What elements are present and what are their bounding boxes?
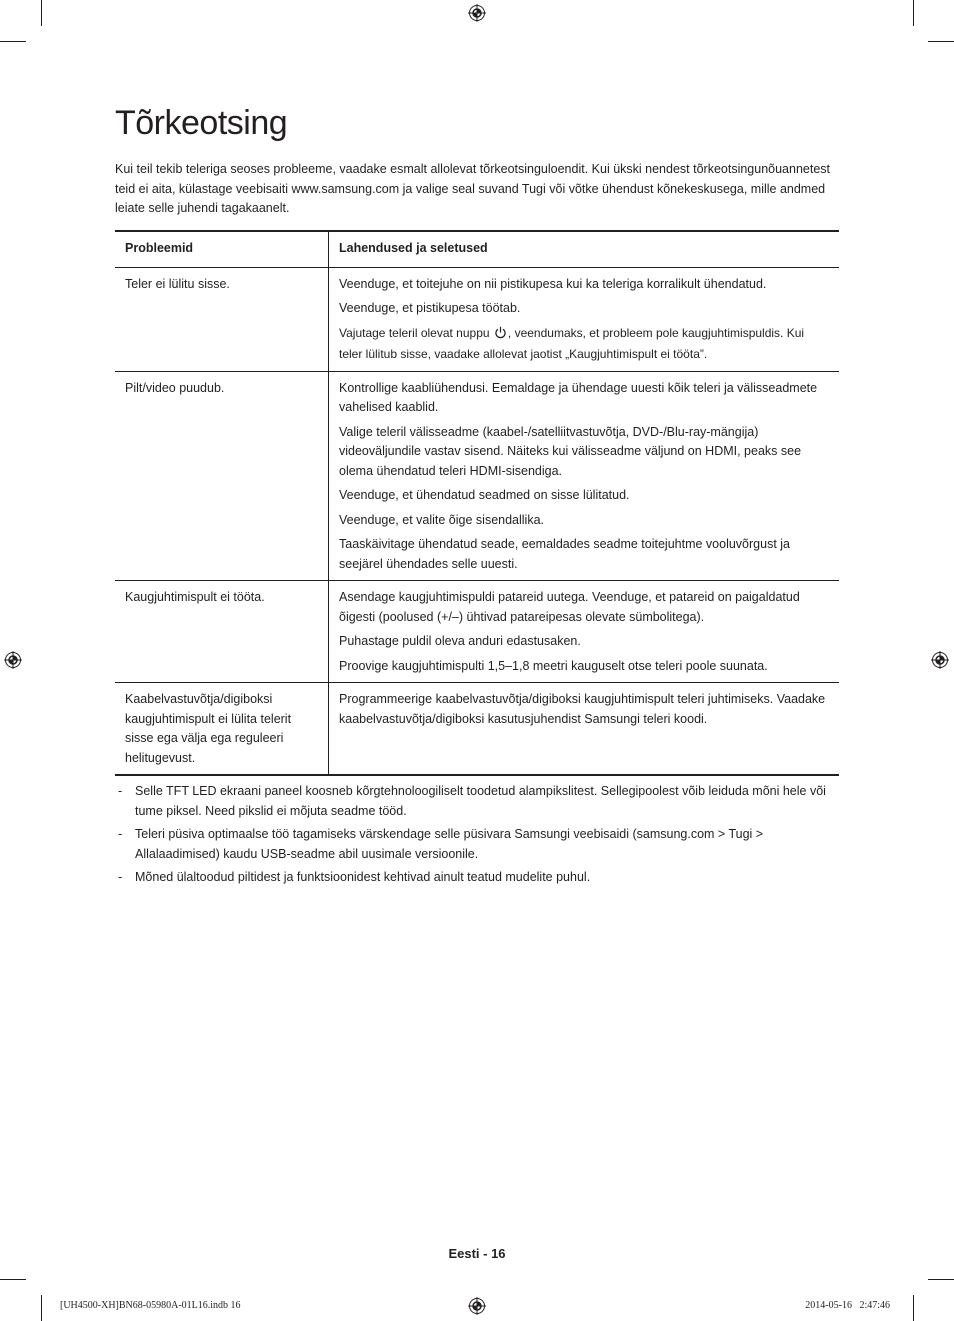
crop-mark-right-top bbox=[928, 41, 954, 42]
solution-item: Veenduge, et toitejuhe on nii pistikupesa kui ka teleriga korralikult ühendatud. bbox=[339, 276, 767, 291]
crop-mark-left-top bbox=[0, 41, 26, 42]
solution-item bbox=[339, 324, 829, 365]
table-row bbox=[115, 371, 839, 581]
note-item bbox=[115, 825, 839, 864]
table-row bbox=[115, 267, 839, 371]
print-date-info: 2014-05-16 2:47:46 bbox=[805, 1300, 890, 1311]
table-row bbox=[115, 581, 839, 683]
solutions-cell bbox=[329, 683, 840, 776]
page-number: Eesti - 16 bbox=[448, 1246, 506, 1261]
solution-item: Valige teleril välisseadme (kaabel-/satelliitvastuvõtja, DVD-/Blu-ray-mängija) videoväljundile vastav sisend. Näiteks kui välisseadme väljund on HDMI, peaks see olema ühendatud teleri HDMI-sisendiga. bbox=[339, 424, 802, 478]
solution-text: , veendumaks, et probleem pole kaugjuhtimispuldis. Kui teler lülitub sisse, vaadake allolevat jaotist „Kaugjuhtimispult ei tööta”. bbox=[339, 325, 805, 361]
column-header-solutions: Lahendused ja seletused bbox=[329, 231, 840, 267]
registration-mark-icon bbox=[468, 1297, 486, 1315]
crop-mark-bottom-left bbox=[41, 1295, 42, 1321]
note-text: Mõned ülaltoodud piltidest ja funktsioonidest kehtivad ainult teatud mudelite puhul. bbox=[135, 870, 591, 884]
solutions-cell bbox=[329, 267, 840, 371]
solution-item: Taaskäivitage ühendatud seade, eemaldades seadme toitejuhtme vooluvõrgust ja seejärel ühendades selle uuesti. bbox=[339, 537, 790, 571]
registration-mark-icon bbox=[4, 651, 22, 669]
solution-item: Veenduge, et valite õige sisendallika. bbox=[339, 512, 545, 527]
note-bullet: - bbox=[118, 870, 123, 884]
solution-item: Asendage kaugjuhtimispuldi patareid uutega. Veenduge, et patareid on paigaldatud õigesti (poolused (+/–) ühtivad patareipesas olevate sümbolitega). bbox=[339, 590, 800, 624]
solution-item: Puhastage puldil oleva anduri edastusaken. bbox=[339, 634, 581, 648]
notes-list bbox=[115, 782, 839, 892]
registration-mark-icon bbox=[468, 4, 486, 22]
registration-mark-icon bbox=[931, 651, 949, 669]
note-text: Selle TFT LED ekraani paneel koosneb kõrgtehnoloogiliselt toodetud alampikslitest. Sellegipoolest võib leiduda mõni hele või tume piksel. Need pikslid ei mõjuta seadme tööd. bbox=[135, 784, 826, 818]
intro-paragraph: Kui teil tekib teleriga seoses probleeme, vaadake esmalt allolevat tõrkeotsinguloendit. Kui ükski nendest tõrkeotsingunõuannetest teid ei aita, külastage veebisaiti www.samsung.com ja valige seal suvand Tugi või võtke ühendust kõnekeskusega, mille andmed leiate selle juhendi tagakaanelt. bbox=[115, 162, 831, 215]
problem-cell: Kaabelvastuvõtja/digiboksi kaugjuhtimispult ei lülita telerit sisse ega välja ega reguleeri helitugevust. bbox=[115, 683, 329, 776]
crop-mark-right-bottom bbox=[928, 1279, 954, 1280]
note-item bbox=[115, 868, 839, 888]
problem-cell: Kaugjuhtimispult ei tööta. bbox=[115, 581, 329, 683]
note-bullet: - bbox=[118, 784, 123, 798]
solution-text: Vajutage teleril olevat nuppu bbox=[339, 325, 490, 340]
crop-mark-left-bottom bbox=[0, 1279, 26, 1280]
solution-item: Proovige kaugjuhtimispulti 1,5–1,8 meetri kauguselt otse teleri poole suunata. bbox=[339, 658, 768, 673]
note-bullet: - bbox=[118, 827, 123, 841]
table-header-row bbox=[115, 231, 839, 267]
solution-item: Veenduge, et pistikupesa töötab. bbox=[339, 301, 521, 315]
page-title: Tõrkeotsing bbox=[115, 104, 288, 142]
power-icon bbox=[494, 326, 507, 346]
note-item bbox=[115, 782, 839, 821]
solution-item: Veenduge, et ühendatud seadmed on sisse lülitatud. bbox=[339, 488, 630, 502]
solution-item: Programmeerige kaabelvastuvõtja/digiboksi kaugjuhtimispult teleri juhtimiseks. Vaadake kaabelvastuvõtja/digiboksi kasutusjuhendist Samsungi teleri koodi. bbox=[339, 692, 826, 726]
crop-mark-top-right bbox=[913, 0, 914, 26]
note-text: Teleri püsiva optimaalse töö tagamiseks värskendage selle püsivara Samsungi veebisaidi (samsung.com > Tugi > Allalaadimised) kaudu USB-seadme abil uusimale versioonile. bbox=[135, 827, 764, 861]
problem-cell: Pilt/video puudub. bbox=[115, 371, 329, 581]
troubleshooting-table bbox=[115, 230, 839, 776]
crop-mark-bottom-right bbox=[913, 1295, 914, 1321]
crop-mark-top-left bbox=[41, 0, 42, 26]
column-header-problems: Probleemid bbox=[115, 231, 329, 267]
solutions-cell bbox=[329, 371, 840, 581]
problem-cell: Teler ei lülitu sisse. bbox=[115, 267, 329, 371]
solution-item: Kontrollige kaabliühendusi. Eemaldage ja ühendage uuesti kõik teleri ja välisseadmete vahelised kaablid. bbox=[339, 380, 818, 414]
table-row bbox=[115, 683, 839, 776]
print-file-info: [UH4500-XH]BN68-05980A-01L16.indb 16 bbox=[60, 1300, 241, 1311]
solutions-cell bbox=[329, 581, 840, 683]
